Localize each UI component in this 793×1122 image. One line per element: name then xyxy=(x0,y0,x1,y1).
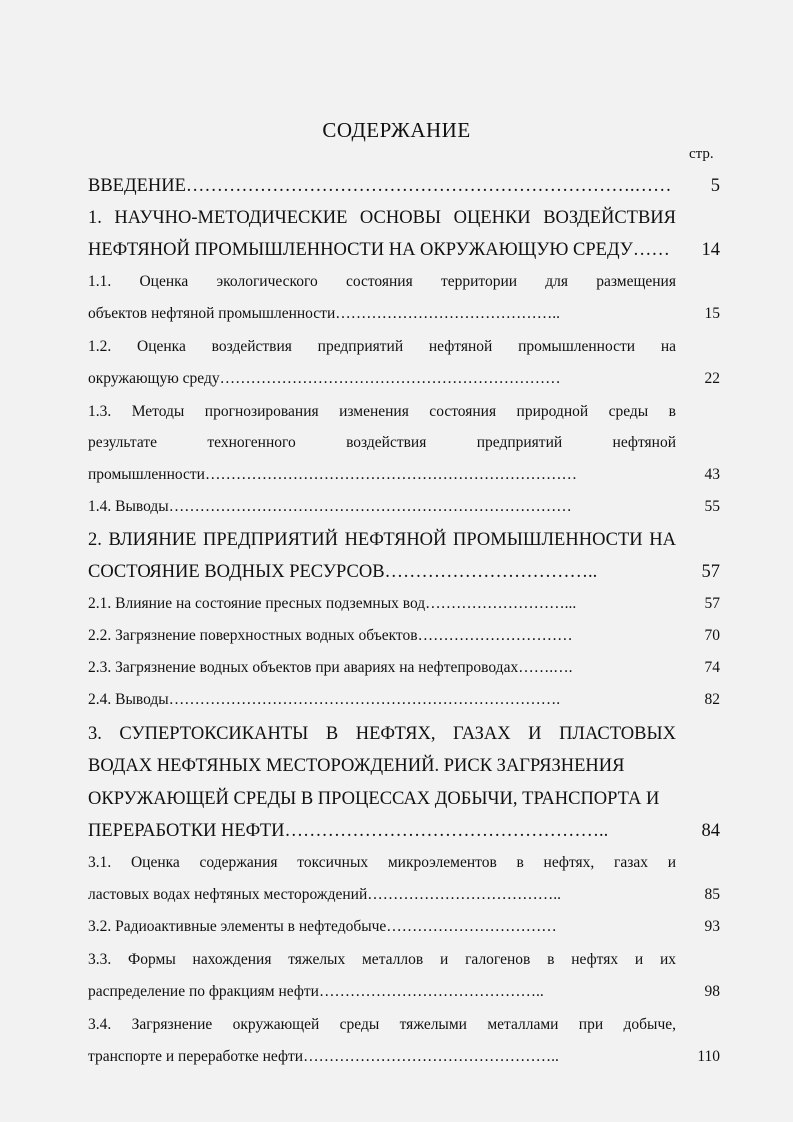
toc-line xyxy=(88,370,720,392)
toc-line xyxy=(88,1016,720,1038)
toc-line xyxy=(88,821,720,843)
toc-page-number: 43 xyxy=(704,466,720,483)
toc-line xyxy=(88,659,720,681)
toc-page-number: 57 xyxy=(704,595,720,612)
toc-page-number: 22 xyxy=(704,370,720,387)
toc-line-text: распределение по фракциям нефти…………………………………….. xyxy=(88,983,544,1000)
toc-line xyxy=(88,691,720,713)
toc-line-text: НЕФТЯНОЙ ПРОМЫШЛЕННОСТИ НА ОКРУЖАЮЩУЮ СРЕДУ…… xyxy=(88,240,670,260)
page-title: СОДЕРЖАНИЕ xyxy=(322,118,471,142)
toc-line-text: окружающую среду………………………………………………………… xyxy=(88,370,561,387)
toc-line-text: 2.4. Выводы…………………………………………………………………. xyxy=(88,691,561,708)
toc-line-text: 1.2. Оценка воздействия предприятий нефтяной промышленности на xyxy=(88,338,676,355)
toc-line xyxy=(88,627,720,649)
toc-line xyxy=(88,176,720,198)
toc-page-number: 82 xyxy=(704,691,720,708)
toc-line-text: промышленности……………………………………………………………… xyxy=(88,466,577,483)
toc-line xyxy=(88,403,720,425)
toc-line xyxy=(88,338,720,360)
toc-page-number: 85 xyxy=(704,886,720,903)
toc-page-number: 84 xyxy=(701,821,720,841)
toc-page-number: 5 xyxy=(710,176,720,196)
toc-line-text: 1. НАУЧНО-МЕТОДИЧЕСКИЕ ОСНОВЫ ОЦЕНКИ ВОЗДЕЙСТВИЯ xyxy=(88,208,676,228)
toc-line xyxy=(88,208,720,230)
toc-line-text: 3.2. Радиоактивные элементы в нефтедобыче…………………………… xyxy=(88,918,557,935)
toc-line-text: ПЕРЕРАБОТКИ НЕФТИ…………………………………………….. xyxy=(88,821,609,841)
toc-line-text: ластовых водах нефтяных месторождений……………………………….. xyxy=(88,886,562,903)
toc-line xyxy=(88,466,720,488)
toc-line xyxy=(88,886,720,908)
toc-line xyxy=(88,530,720,552)
toc-line xyxy=(88,918,720,940)
toc-page-number: 98 xyxy=(704,983,720,1000)
toc-line xyxy=(88,756,720,778)
toc-line-text: 3.3. Формы нахождения тяжелых металлов и галогенов в нефтях и их xyxy=(88,951,676,968)
toc-line xyxy=(88,595,720,617)
toc-line xyxy=(88,951,720,973)
toc-line xyxy=(88,562,720,584)
toc-page-number: 55 xyxy=(704,498,720,515)
toc-page-number: 15 xyxy=(704,305,720,322)
toc-line-text: ОКРУЖАЮЩЕЙ СРЕДЫ В ПРОЦЕССАХ ДОБЫЧИ, ТРАНСПОРТА И xyxy=(88,789,660,809)
toc-page-number: 70 xyxy=(704,627,720,644)
toc-line-text: результате техногенного воздействия предприятий нефтяной xyxy=(88,434,676,451)
toc-page-number: 93 xyxy=(704,918,720,935)
toc-line-text: 2.2. Загрязнение поверхностных водных объектов………………………… xyxy=(88,627,573,644)
toc-line-text: 2.1. Влияние на состояние пресных подземных вод………………………... xyxy=(88,595,577,612)
toc-line xyxy=(88,854,720,876)
toc-line xyxy=(88,789,720,811)
toc-line xyxy=(88,983,720,1005)
toc-line-text: СОСТОЯНИЕ ВОДНЫХ РЕСУРСОВ…………………………….. xyxy=(88,562,598,582)
toc-line xyxy=(88,240,720,262)
toc-line xyxy=(88,724,720,746)
toc-line-text: 3. СУПЕРТОКСИКАНТЫ В НЕФТЯХ, ГАЗАХ И ПЛАСТОВЫХ xyxy=(88,724,676,744)
toc-line xyxy=(88,434,720,456)
toc-line-text: 1.3. Методы прогнозирования изменения состояния природной среды в xyxy=(88,403,676,420)
toc-line xyxy=(88,1048,720,1070)
toc-page-number: 74 xyxy=(704,659,720,676)
toc-line-text: 2. ВЛИЯНИЕ ПРЕДПРИЯТИЙ НЕФТЯНОЙ ПРОМЫШЛЕННОСТИ НА xyxy=(88,530,676,550)
toc-line-text: 1.4. Выводы…………………………………………………………………… xyxy=(88,498,572,515)
page-column-label: стр. xyxy=(689,146,714,162)
toc-line-text: 3.4. Загрязнение окружающей среды тяжелыми металлами при добыче, xyxy=(88,1016,676,1033)
toc-line-text: 2.3. Загрязнение водных объектов при авариях на нефтепроводах…….…. xyxy=(88,659,573,676)
toc-line-text: 3.1. Оценка содержания токсичных микроэлементов в нефтях, газах и xyxy=(88,854,676,871)
toc-page-number: 14 xyxy=(701,240,720,260)
toc-line-text: ВОДАХ НЕФТЯНЫХ МЕСТОРОЖДЕНИЙ. РИСК ЗАГРЯЗНЕНИЯ xyxy=(88,756,625,776)
toc-line-text: 1.1. Оценка экологического состояния территории для размещения xyxy=(88,273,676,290)
toc-line-text: ВВЕДЕНИЕ……………………………………………………………….…… xyxy=(88,176,672,196)
toc-page-number: 110 xyxy=(697,1048,720,1065)
toc-line xyxy=(88,273,720,295)
toc-line-text: объектов нефтяной промышленности…………………………………….. xyxy=(88,305,561,322)
toc-line xyxy=(88,305,720,327)
toc-line-text: транспорте и переработке нефти………………………………………….. xyxy=(88,1048,559,1065)
toc-page-number: 57 xyxy=(701,562,720,582)
toc-line xyxy=(88,498,720,520)
